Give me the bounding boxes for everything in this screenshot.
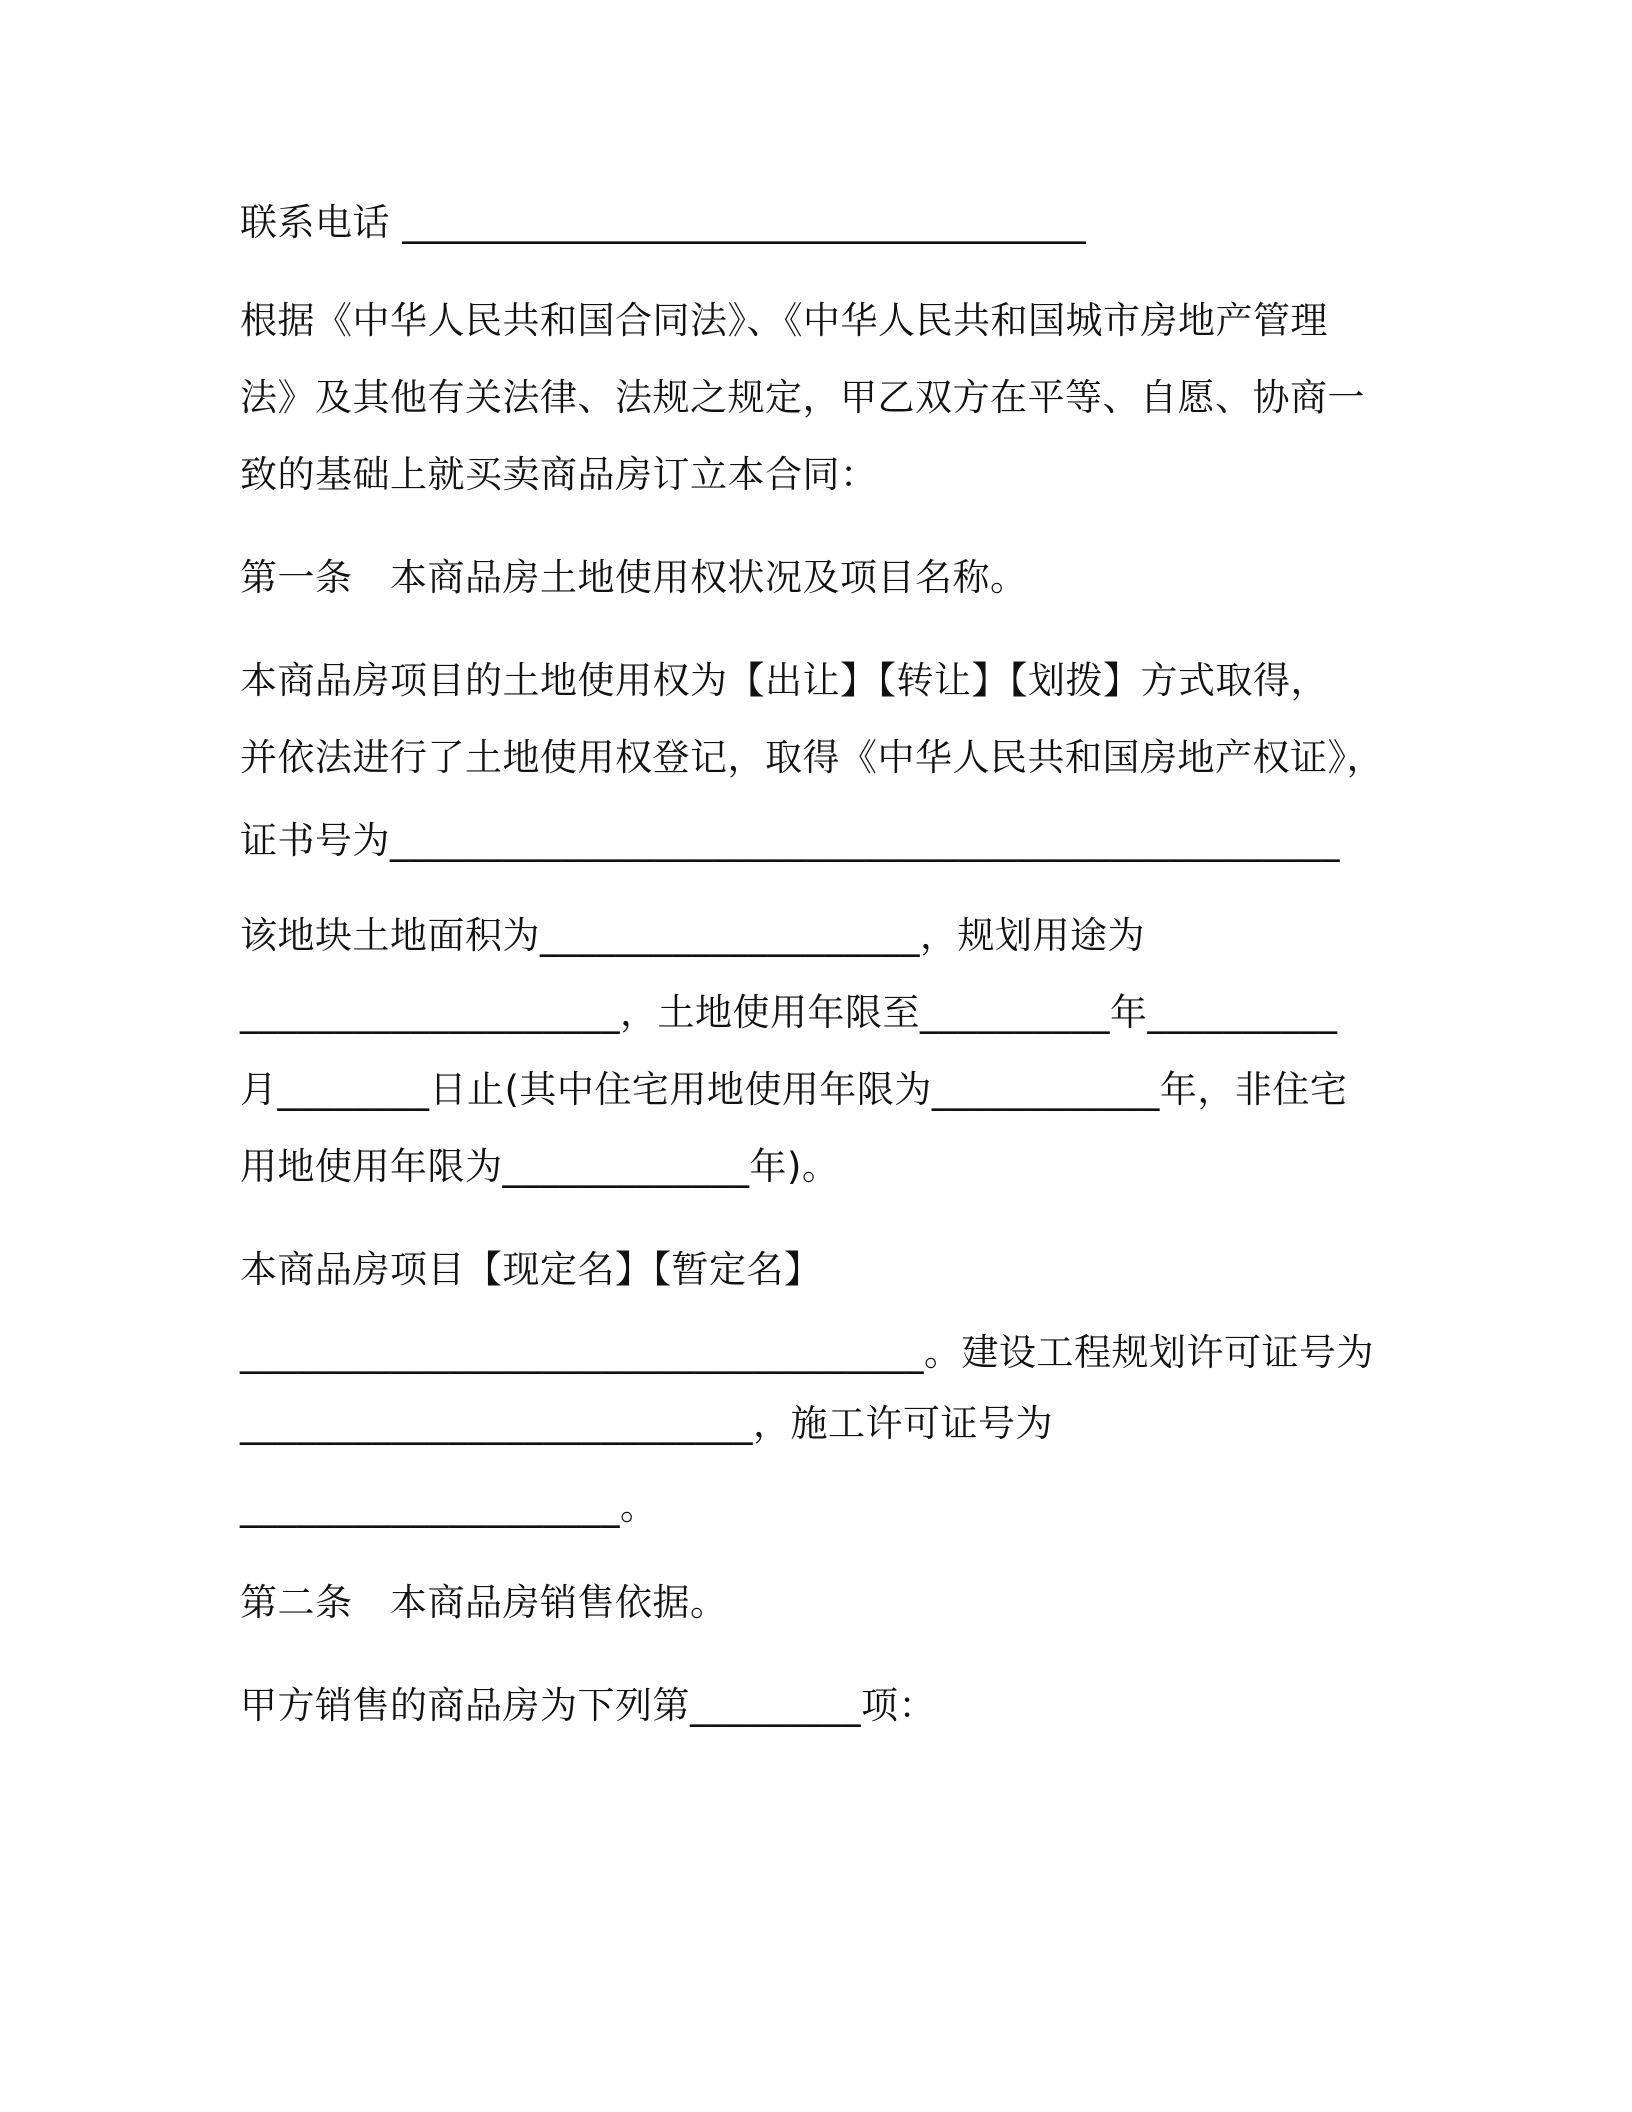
project-name-line-1: 本商品房项目【现定名】【暂定名】 bbox=[240, 1248, 822, 1291]
preamble-line-3: 致的基础上就买卖商品房订立本合同： bbox=[240, 453, 878, 496]
land-area-line-2: ____________________，土地使用年限至__________年__________ bbox=[240, 991, 1338, 1034]
project-name-line-3: ___________________________，施工许可证号为 bbox=[240, 1402, 1053, 1445]
article-2-heading: 第二条 本商品房销售依据。 bbox=[240, 1581, 728, 1624]
article-1-heading: 第一条 本商品房土地使用权状况及项目名称。 bbox=[240, 556, 1028, 599]
project-name-line-2: ____________________________________。建设工程规划许可证号为 bbox=[240, 1331, 1374, 1374]
land-use-line-1: 本商品房项目的土地使用权为【出让】【转让】【划拨】方式取得， bbox=[240, 659, 1328, 702]
contact-phone-line: 联系电话 ____________________________________ bbox=[240, 201, 1087, 244]
project-name-line-4: ____________________。 bbox=[240, 1485, 658, 1528]
land-area-line-4: 用地使用年限为_____________年)。 bbox=[240, 1145, 840, 1188]
certificate-number-line: 证书号为__________________________________________________ bbox=[240, 819, 1340, 862]
land-area-line-3: 月________日止(其中住宅用地使用年限为____________年，非住宅 bbox=[240, 1068, 1348, 1111]
land-use-line-2: 并依法进行了土地使用权登记，取得《中华人民共和国房地产权证》， bbox=[240, 736, 1384, 779]
sales-basis-line: 甲方销售的商品房为下列第_________项： bbox=[240, 1684, 936, 1727]
preamble-line-2: 法》及其他有关法律、法规之规定，甲乙双方在平等、自愿、协商一 bbox=[240, 376, 1365, 419]
land-area-line-1: 该地块土地面积为____________________，规划用途为 bbox=[240, 914, 1145, 957]
preamble-line-1: 根据《中华人民共和国合同法》、《中华人民共和国城市房地产管理 bbox=[240, 299, 1328, 342]
